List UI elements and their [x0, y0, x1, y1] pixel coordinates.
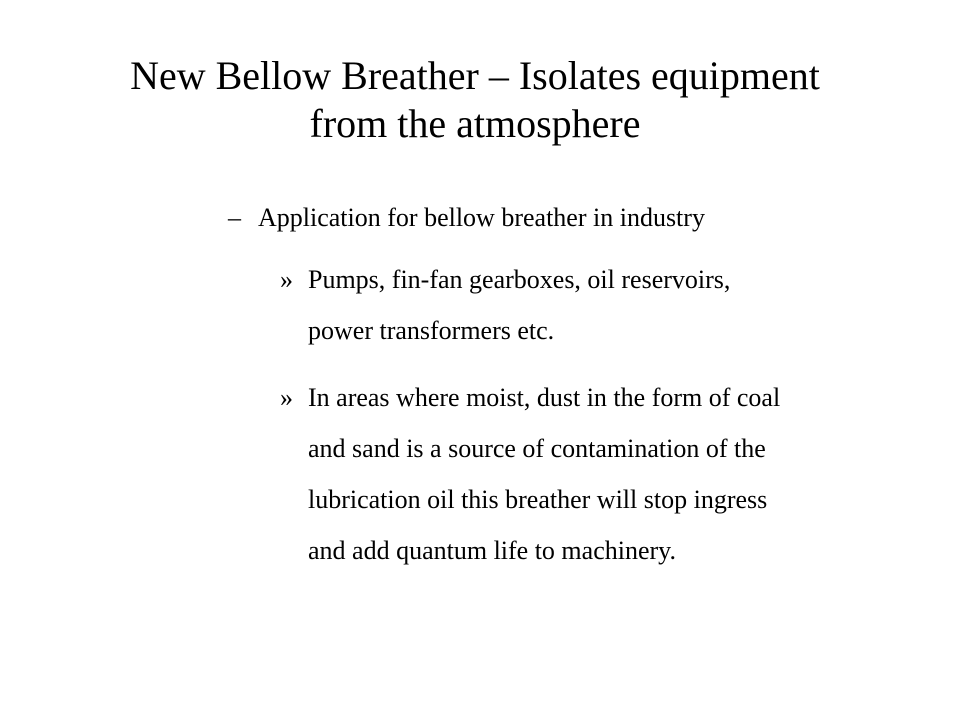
level1-bullet [228, 200, 705, 236]
sub-bullet-line: In areas where moist, dust in the form of coal [308, 383, 781, 412]
slide-title-line-2: from the atmosphere [309, 101, 641, 146]
chevron-bullet-marker: » [280, 383, 293, 412]
sub-bullet-areas [280, 372, 920, 576]
sub-bullet-line: power transformers etc. [308, 316, 555, 345]
dash-bullet-marker: – [228, 203, 241, 232]
slide-title-line-1: New Bellow Breather – Isolates equipment [130, 53, 820, 98]
sub-bullet-line: and sand is a source of contamination of the [308, 434, 766, 463]
slide-title [60, 52, 890, 148]
level1-bullet-text: Application for bellow breather in industry [258, 203, 705, 232]
sub-bullet-line: and add quantum life to machinery. [308, 536, 676, 565]
sub-bullet-line: lubrication oil this breather will stop ingress [308, 485, 768, 514]
chevron-bullet-marker: » [280, 265, 293, 294]
sub-bullet-text [308, 254, 920, 356]
sub-bullet-line: Pumps, fin-fan gearboxes, oil reservoirs, [308, 265, 731, 294]
sub-bullet-text [308, 372, 920, 576]
sub-bullet-pumps [280, 254, 920, 356]
